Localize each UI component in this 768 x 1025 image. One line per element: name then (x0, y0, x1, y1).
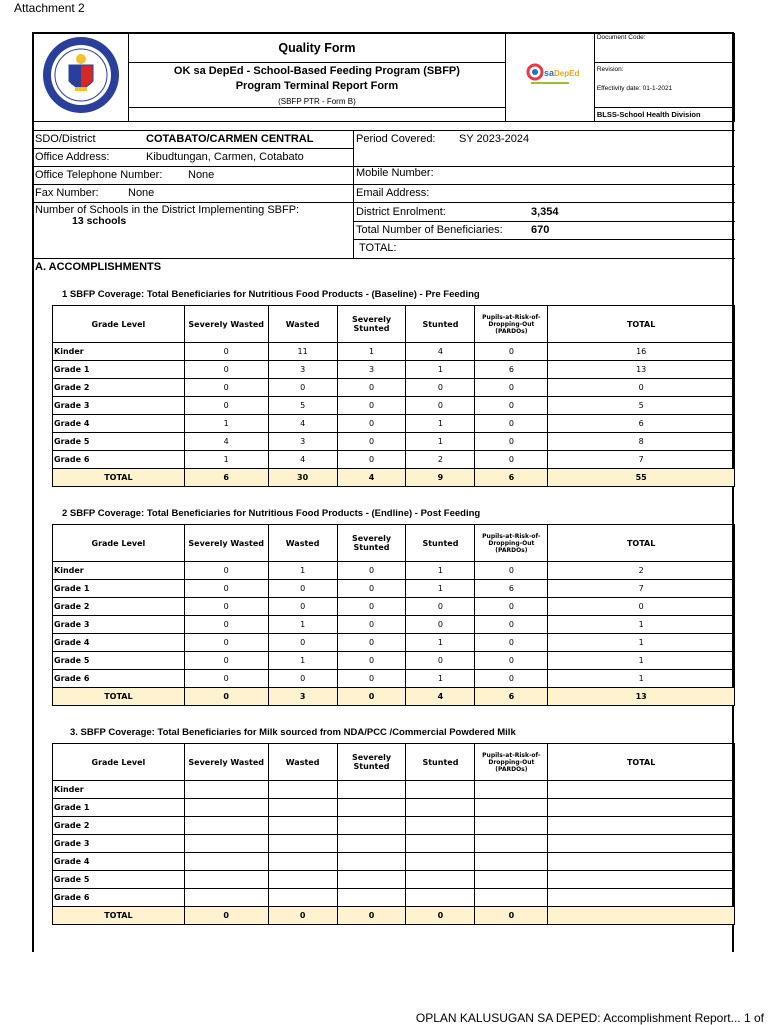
grade-level-cell: Grade 5 (53, 652, 185, 670)
table-row (53, 670, 735, 688)
value-cell: 0 (337, 598, 406, 616)
value-cell: 1 (406, 415, 475, 433)
value-cell (548, 853, 735, 871)
col-header: Grade Level (53, 306, 185, 343)
grade-level-cell: Grade 3 (53, 835, 185, 853)
col-header: Severely Wasted (184, 744, 268, 781)
value-cell (184, 853, 268, 871)
fax-label: Fax Number: (35, 187, 99, 199)
value-cell (184, 817, 268, 835)
table-3-title: 3. SBFP Coverage: Total Beneficiaries for Milk sourced from NDA/PCC /Commercial Powdered Milk (70, 727, 516, 738)
table-header-row (53, 525, 735, 562)
mobile-label: Mobile Number: (356, 167, 434, 179)
value-cell (268, 835, 337, 853)
value-cell: 0 (337, 634, 406, 652)
value-cell: 1 (548, 670, 735, 688)
table-row (53, 451, 735, 469)
table-row (53, 871, 735, 889)
value-cell (406, 835, 475, 853)
value-cell: 0 (337, 616, 406, 634)
enrolment-value: 3,354 (531, 206, 559, 218)
value-cell: 6 (548, 415, 735, 433)
value-cell (475, 799, 548, 817)
table-3 (52, 743, 735, 925)
value-cell (548, 817, 735, 835)
value-cell: 0 (184, 907, 268, 925)
period-value: SY 2023-2024 (459, 133, 530, 145)
table-row (53, 817, 735, 835)
col-header: TOTAL (548, 306, 735, 343)
value-cell (548, 871, 735, 889)
value-cell (548, 907, 735, 925)
table-row (53, 781, 735, 799)
value-cell: 13 (548, 688, 735, 706)
value-cell: 0 (337, 379, 406, 397)
document-code-label: Document Code: (596, 34, 646, 41)
period-label: Period Covered: (356, 133, 436, 145)
value-cell: 0 (475, 652, 548, 670)
value-cell: 0 (184, 652, 268, 670)
grade-level-cell: Grade 2 (53, 817, 185, 835)
value-cell: 1 (548, 634, 735, 652)
grade-level-cell: Grade 2 (53, 379, 185, 397)
grade-level-cell: Kinder (53, 781, 185, 799)
value-cell (475, 835, 548, 853)
grade-level-cell: Grade 2 (53, 598, 185, 616)
table-row (53, 397, 735, 415)
table-header-row (53, 744, 735, 781)
value-cell (268, 853, 337, 871)
division-label: BLSS-School Health Division (596, 110, 701, 119)
table-row (53, 361, 735, 379)
value-cell: 6 (475, 688, 548, 706)
value-cell (337, 853, 406, 871)
table-row (53, 562, 735, 580)
division-cell (594, 108, 734, 122)
table-row (53, 652, 735, 670)
divider (33, 258, 735, 259)
grade-level-cell: Grade 6 (53, 670, 185, 688)
beneficiaries-label: Total Number of Beneficiaries: (356, 224, 503, 236)
value-cell: 0 (475, 451, 548, 469)
table-header-row (53, 306, 735, 343)
col-header: Stunted (406, 525, 475, 562)
table-row (53, 853, 735, 871)
table-row (53, 835, 735, 853)
value-cell: 1 (406, 580, 475, 598)
table-row (53, 598, 735, 616)
value-cell (337, 835, 406, 853)
value-cell: 1 (406, 634, 475, 652)
value-cell: 6 (475, 469, 548, 487)
value-cell (268, 889, 337, 907)
value-cell: 3 (268, 688, 337, 706)
value-cell: 0 (406, 616, 475, 634)
office-address-value: Kibudtungan, Carmen, Cotabato (146, 151, 304, 163)
table-row (53, 799, 735, 817)
value-cell: 0 (268, 379, 337, 397)
value-cell: 0 (475, 634, 548, 652)
table-1-title: 1 SBFP Coverage: Total Beneficiaries for Nutritious Food Products - (Baseline) - Pre Feeding (62, 289, 480, 300)
value-cell: 3 (268, 433, 337, 451)
value-cell (337, 871, 406, 889)
value-cell (475, 817, 548, 835)
col-header: Stunted (406, 744, 475, 781)
program-title-line2: Program Terminal Report Form (235, 80, 399, 92)
value-cell: 3 (337, 361, 406, 379)
document-code-cell (594, 34, 734, 63)
value-cell (337, 817, 406, 835)
value-cell (475, 871, 548, 889)
value-cell (548, 799, 735, 817)
value-cell: 0 (475, 415, 548, 433)
col-header: Grade Level (53, 525, 185, 562)
page-footer: OPLAN KALUSUGAN SA DEPED: Accomplishment Report... 1 of (415, 1011, 764, 1025)
grade-level-cell: Grade 6 (53, 451, 185, 469)
value-cell: 0 (268, 580, 337, 598)
table-row (53, 379, 735, 397)
deped-seal-icon (41, 35, 121, 115)
value-cell: 0 (475, 433, 548, 451)
value-cell: 4 (406, 343, 475, 361)
col-header: Wasted (268, 744, 337, 781)
value-cell: 0 (184, 634, 268, 652)
quality-form-title-cell (129, 34, 506, 63)
sdo-value: COTABATO/CARMEN CENTRAL (146, 133, 314, 145)
value-cell: 4 (337, 469, 406, 487)
value-cell: 1 (337, 343, 406, 361)
value-cell: 0 (268, 907, 337, 925)
value-cell: 0 (337, 670, 406, 688)
value-cell: 0 (268, 598, 337, 616)
value-cell (184, 799, 268, 817)
value-cell: 7 (548, 451, 735, 469)
value-cell: 0 (184, 343, 268, 361)
value-cell: 0 (475, 343, 548, 361)
ok-logo-cell (505, 34, 594, 122)
value-cell: 2 (406, 451, 475, 469)
value-cell: 0 (475, 616, 548, 634)
value-cell: 0 (337, 688, 406, 706)
value-cell: 1 (184, 415, 268, 433)
grade-level-cell: Grade 4 (53, 853, 185, 871)
value-cell (268, 871, 337, 889)
col-header: Wasted (268, 306, 337, 343)
divider (353, 221, 735, 222)
value-cell: 0 (406, 652, 475, 670)
revision-cell (594, 63, 734, 108)
value-cell: 0 (475, 670, 548, 688)
value-cell: 5 (548, 397, 735, 415)
value-cell: 1 (184, 451, 268, 469)
value-cell (475, 781, 548, 799)
value-cell: 0 (475, 397, 548, 415)
value-cell: 0 (337, 652, 406, 670)
value-cell: 0 (337, 580, 406, 598)
value-cell (406, 817, 475, 835)
value-cell: 0 (475, 379, 548, 397)
col-header: Severely Wasted (184, 525, 268, 562)
value-cell: 0 (475, 907, 548, 925)
table-2 (52, 524, 735, 706)
value-cell: 0 (406, 598, 475, 616)
grade-level-cell: Grade 1 (53, 799, 185, 817)
col-header: Severely Stunted (337, 525, 406, 562)
table-row (53, 433, 735, 451)
value-cell: 0 (184, 688, 268, 706)
grade-level-cell: Grade 3 (53, 616, 185, 634)
table-row (53, 580, 735, 598)
value-cell (406, 889, 475, 907)
table-2-title: 2 SBFP Coverage: Total Beneficiaries for Nutritious Food Products - (Endline) - Post Feeding (62, 508, 481, 519)
col-header: Pupils-at-Risk-of-Dropping-Out (PARDOs) (475, 744, 548, 781)
value-cell: 4 (184, 433, 268, 451)
total-row (53, 907, 735, 925)
total-label: TOTAL (53, 469, 185, 487)
col-header: Stunted (406, 306, 475, 343)
value-cell: 0 (406, 907, 475, 925)
value-cell (548, 781, 735, 799)
value-cell: 5 (268, 397, 337, 415)
value-cell (337, 799, 406, 817)
value-cell: 11 (268, 343, 337, 361)
value-cell: 2 (548, 562, 735, 580)
effectivity-label: Effectivity date: 01-1-2021 (596, 85, 673, 92)
value-cell: 9 (406, 469, 475, 487)
total-row (53, 688, 735, 706)
value-cell (406, 799, 475, 817)
col-header: Severely Stunted (337, 306, 406, 343)
quality-form-title: Quality Form (278, 41, 356, 55)
divider (33, 148, 353, 149)
value-cell: 16 (548, 343, 735, 361)
value-cell: 0 (184, 397, 268, 415)
value-cell (475, 853, 548, 871)
value-cell: 7 (548, 580, 735, 598)
col-header: TOTAL (548, 744, 735, 781)
table-row (53, 415, 735, 433)
form-code: (SBFP PTR - Form B) (278, 97, 356, 106)
value-cell (184, 781, 268, 799)
col-header: TOTAL (548, 525, 735, 562)
value-cell: 0 (337, 397, 406, 415)
grade-level-cell: Kinder (53, 343, 185, 361)
ok-sa-deped-logo-icon (525, 60, 580, 90)
value-cell (548, 889, 735, 907)
value-cell: 1 (268, 652, 337, 670)
value-cell (184, 835, 268, 853)
value-cell: 0 (184, 562, 268, 580)
col-header: Severely Stunted (337, 744, 406, 781)
value-cell: 0 (406, 379, 475, 397)
svg-text:sa: sa (543, 68, 554, 78)
table-row (53, 634, 735, 652)
schools-label: Number of Schools in the District Implementing SBFP: (35, 204, 300, 216)
value-cell: 0 (337, 451, 406, 469)
grade-level-cell: Grade 4 (53, 634, 185, 652)
office-address-label: Office Address: (35, 151, 110, 163)
svg-text:DepEd: DepEd (553, 69, 580, 78)
col-header: Pupils-at-Risk-of-Dropping-Out (PARDOs) (475, 306, 548, 343)
value-cell (184, 889, 268, 907)
value-cell: 4 (268, 451, 337, 469)
value-cell: 6 (184, 469, 268, 487)
blank-cell (129, 108, 506, 122)
divider (33, 130, 735, 131)
section-title: A. ACCOMPLISHMENTS (35, 261, 162, 273)
value-cell: 0 (268, 634, 337, 652)
form-header (33, 33, 735, 122)
sdo-label: SDO/District (35, 133, 96, 145)
total-label: TOTAL: (359, 242, 397, 254)
divider (33, 184, 353, 185)
program-title-line1: OK sa DepEd - School-Based Feeding Program (SBFP) (173, 65, 460, 77)
grade-level-cell: Grade 4 (53, 415, 185, 433)
divider (353, 239, 735, 240)
grade-level-cell: Grade 3 (53, 397, 185, 415)
col-header: Grade Level (53, 744, 185, 781)
value-cell: 0 (548, 598, 735, 616)
deped-seal-cell (34, 34, 129, 122)
value-cell: 0 (268, 670, 337, 688)
revision-label: Revision: (596, 66, 624, 73)
value-cell: 1 (406, 562, 475, 580)
table-row (53, 616, 735, 634)
value-cell: 0 (184, 379, 268, 397)
divider (353, 184, 735, 185)
value-cell: 1 (268, 616, 337, 634)
telephone-value: None (188, 169, 215, 181)
value-cell: 4 (268, 415, 337, 433)
value-cell: 4 (406, 688, 475, 706)
grade-level-cell: Grade 5 (53, 433, 185, 451)
value-cell: 8 (548, 433, 735, 451)
value-cell: 6 (475, 580, 548, 598)
col-header: Wasted (268, 525, 337, 562)
grade-level-cell: Grade 6 (53, 889, 185, 907)
value-cell: 0 (184, 598, 268, 616)
telephone-label: Office Telephone Number: (35, 169, 163, 181)
fax-value: None (128, 187, 155, 199)
beneficiaries-value: 670 (531, 224, 550, 236)
value-cell (475, 889, 548, 907)
attachment-label: Attachment 2 (14, 1, 85, 15)
value-cell (337, 889, 406, 907)
enrolment-label: District Enrolment: (356, 206, 446, 218)
value-cell: 1 (268, 562, 337, 580)
value-cell: 0 (475, 562, 548, 580)
value-cell (406, 871, 475, 889)
value-cell (406, 781, 475, 799)
value-cell: 3 (268, 361, 337, 379)
value-cell (406, 853, 475, 871)
value-cell: 0 (548, 379, 735, 397)
value-cell (548, 835, 735, 853)
col-header: Pupils-at-Risk-of-Dropping-Out (PARDOs) (475, 525, 548, 562)
value-cell (268, 799, 337, 817)
divider (33, 202, 735, 203)
value-cell: 1 (406, 670, 475, 688)
value-cell: 0 (337, 415, 406, 433)
value-cell: 30 (268, 469, 337, 487)
value-cell: 0 (184, 670, 268, 688)
value-cell (268, 817, 337, 835)
value-cell: 1 (406, 361, 475, 379)
value-cell (268, 781, 337, 799)
schools-value: 13 schools (72, 215, 127, 227)
value-cell: 0 (184, 580, 268, 598)
value-cell: 6 (475, 361, 548, 379)
table-1 (52, 305, 735, 487)
value-cell: 55 (548, 469, 735, 487)
program-title-cell (129, 63, 506, 108)
total-label: TOTAL (53, 688, 185, 706)
grade-level-cell: Grade 1 (53, 361, 185, 379)
value-cell: 0 (184, 361, 268, 379)
grade-level-cell: Kinder (53, 562, 185, 580)
table-row (53, 343, 735, 361)
grade-level-cell: Grade 5 (53, 871, 185, 889)
value-cell: 0 (337, 907, 406, 925)
table-row (53, 889, 735, 907)
value-cell (184, 871, 268, 889)
value-cell: 1 (548, 616, 735, 634)
value-cell: 0 (406, 397, 475, 415)
grade-level-cell: Grade 1 (53, 580, 185, 598)
value-cell: 0 (475, 598, 548, 616)
email-label: Email Address: (356, 187, 430, 199)
value-cell: 0 (337, 562, 406, 580)
value-cell: 1 (406, 433, 475, 451)
value-cell: 0 (337, 433, 406, 451)
value-cell: 1 (548, 652, 735, 670)
value-cell: 13 (548, 361, 735, 379)
total-label: TOTAL (53, 907, 185, 925)
value-cell: 0 (184, 616, 268, 634)
col-header: Severely Wasted (184, 306, 268, 343)
value-cell (337, 781, 406, 799)
total-row (53, 469, 735, 487)
